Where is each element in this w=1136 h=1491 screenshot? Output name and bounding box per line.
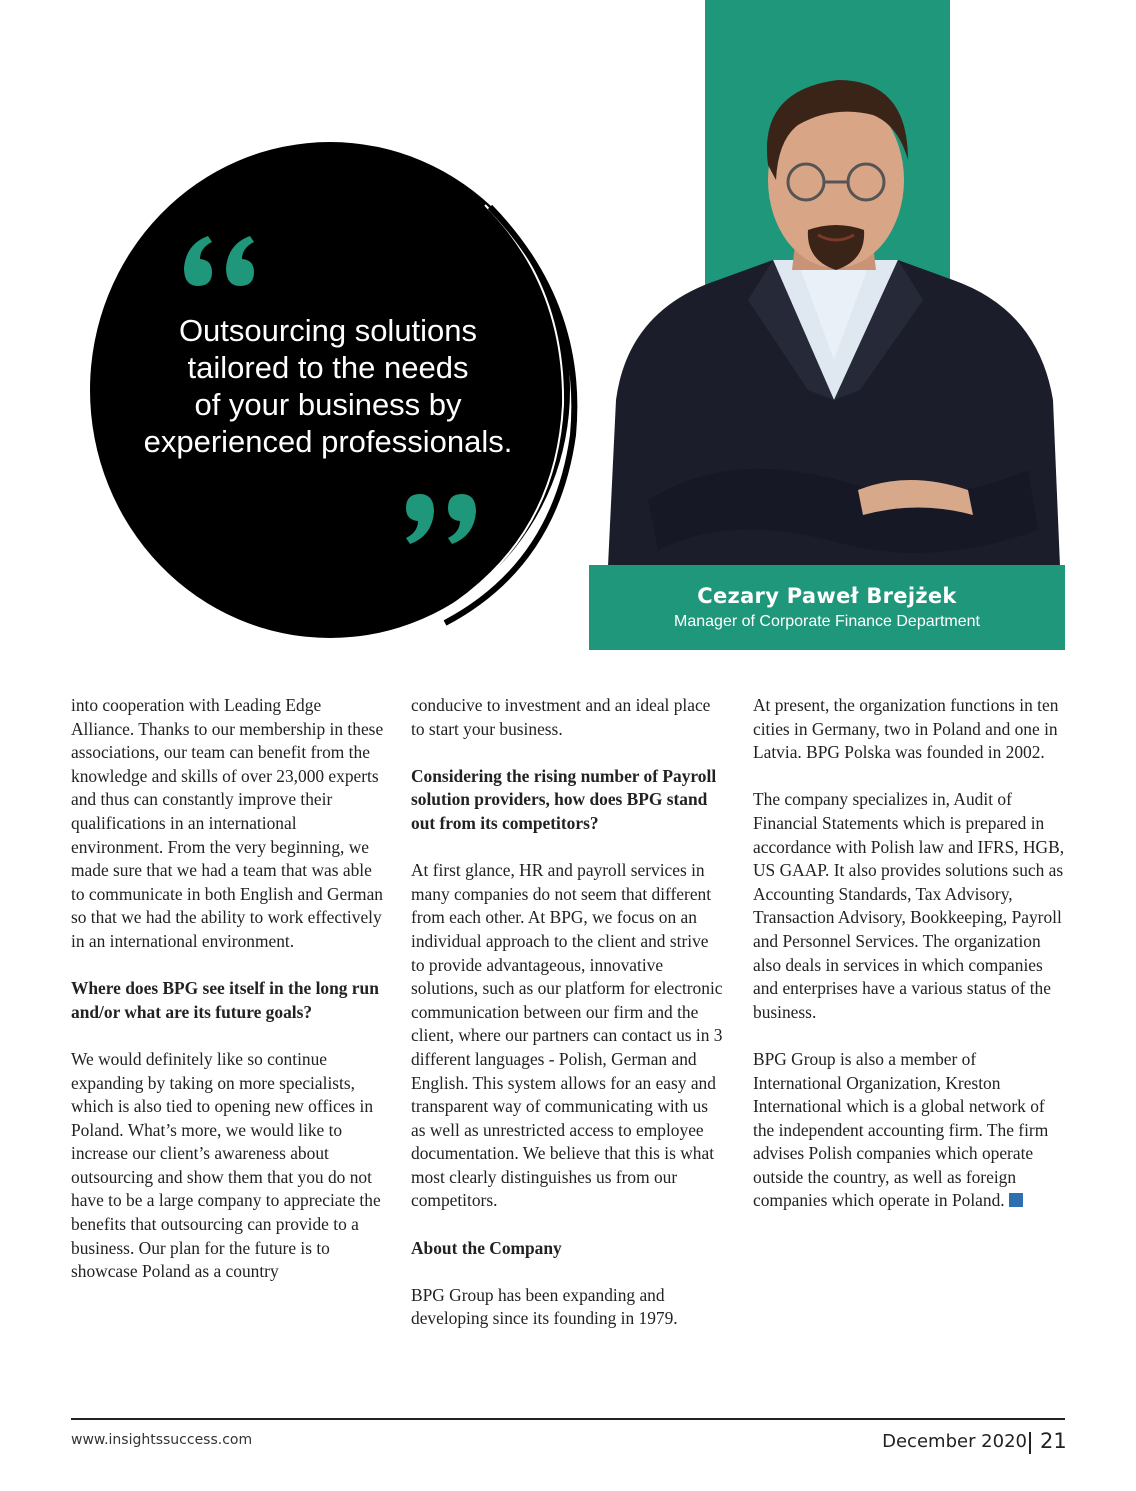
profile-role: Manager of Corporate Finance Department (674, 613, 980, 630)
paragraph-text: BPG Group is also a member of International Organization, Kreston International which is a global network of the independent accounting firm. The firm advises Polish companies which operate outside the country, as well as foreign companies which operate in Poland. (753, 1048, 1049, 1211)
page-number: 21 (1040, 1429, 1067, 1453)
profile-caption (589, 565, 1065, 650)
pull-quote-line: of your business by (194, 387, 462, 422)
paragraph: The company specializes in, Audit of Financial Statements which is prepared in accordance with Polish law and IFRS, HGB, US GAAP. It also provides solutions such as Accounting Standards, Tax Advisory, Transaction Advisory, Bookkeeping, Payroll and Personnel Services. The organization also deals in services in which companies and enterprises have a various status of the business. (753, 789, 1065, 1022)
close-quote-icon (402, 490, 482, 552)
paragraph: into cooperation with Leading Edge Alliance. Thanks to our membership in these associations, our team can benefit from the knowledge and skills of over 23,000 experts and thus can constantly improve their qualifications in an international environment. From the very beginning, we made sure that we had a team that was able to communicate in both English and German so that we had the ability to work effectively in an international environment. (71, 695, 384, 951)
pull-quote-line: Outsourcing solutions (178, 313, 478, 348)
article-column-1 (71, 694, 386, 1307)
open-quote-icon (178, 228, 258, 290)
paragraph: At first glance, HR and payroll services in many companies do not seem that different from each other. At BPG, we focus on an individual approach to the client and strive to provide advantageous, innovative solutions, such as our platform for electronic communication between our firm and the client, where our partners can contact us in 3 different languages - Polish, German and English. This system allows for an easy and transparent way of communicating with us as well as unrestricted access to employee documentation. We believe that this is what most clearly distinguishes us from our competitors. (411, 860, 723, 1211)
paragraph: We would definitely like so continue expanding by taking on more specialists, which is also tied to opening new offices in Poland. What’s more, we would like to increase our client’s awareness about outsourcing and show them that you do not have to be a large company to appreciate the benefits that outsourcing can provide to a business. Our plan for the future is to showcase Poland as a country (71, 1048, 381, 1282)
pull-quote-line: tailored to the needs (187, 350, 469, 385)
paragraph: BPG Group has been expanding and developing since its founding in 1979. (411, 1284, 678, 1329)
footer-rule (71, 1418, 1065, 1420)
end-of-article-icon (1009, 1193, 1023, 1207)
portrait-photo (608, 70, 1060, 566)
article-column-3 (753, 694, 1068, 1237)
footer-date: December 2020 (882, 1431, 1027, 1452)
pull-quote-line: experienced professionals. (143, 424, 513, 459)
paragraph: At present, the organization functions in ten cities in Germany, two in Poland and one in Latvia. BPG Polska was founded in 2002. (753, 695, 1059, 763)
footer-separator (1029, 1432, 1031, 1454)
interview-question: Considering the rising number of Payroll solution providers, how does BPG stand out from its competitors? (411, 765, 717, 833)
profile-name: Cezary Paweł Brejżek (697, 584, 957, 608)
paragraph-final (753, 1048, 1068, 1213)
interview-question: Where does BPG see itself in the long run and/or what are its future goals? (71, 978, 379, 1022)
footer-url[interactable]: www.insightssuccess.com (71, 1432, 253, 1448)
paragraph: conducive to investment and an ideal place to start your business. (411, 695, 711, 739)
section-heading: About the Company (411, 1237, 562, 1258)
pull-quote (118, 312, 538, 460)
article-column-2 (411, 694, 726, 1355)
